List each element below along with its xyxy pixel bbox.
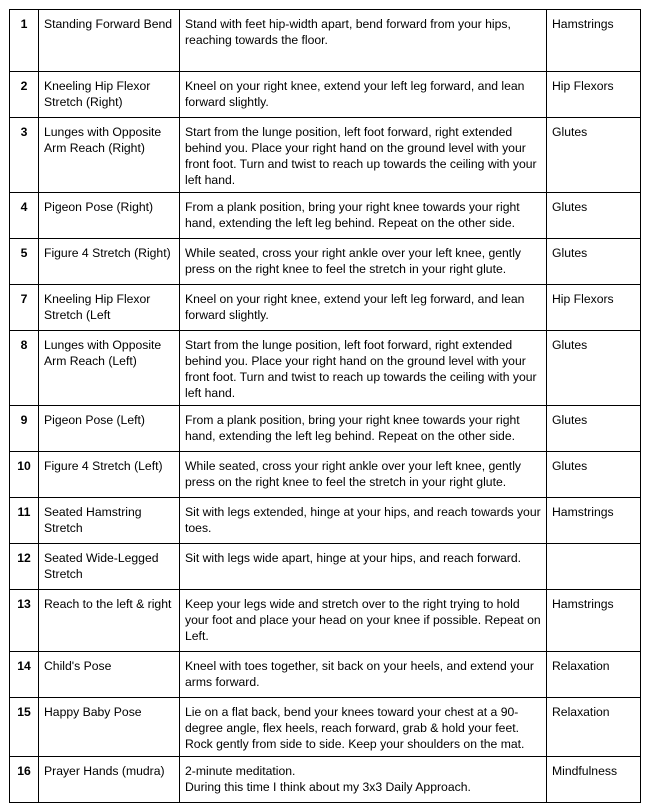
description-line: 2-minute meditation. bbox=[185, 764, 296, 778]
exercise-name-cell: Prayer Hands (mudra) bbox=[39, 757, 180, 803]
table-row bbox=[10, 285, 641, 331]
row-number-cell: 9 bbox=[10, 406, 39, 452]
description-cell bbox=[180, 239, 547, 285]
target-area-cell: Mindfulness bbox=[547, 757, 641, 803]
description-cell bbox=[180, 285, 547, 331]
exercise-name-cell: Standing Forward Bend bbox=[39, 10, 180, 72]
description-line: Stand with feet hip-width apart, bend forward from your hips, reaching towards the floor. bbox=[185, 17, 511, 47]
description-cell bbox=[180, 10, 547, 72]
table-row bbox=[10, 406, 641, 452]
description-cell bbox=[180, 406, 547, 452]
description-line: Lie on a flat back, bend your knees toward your chest at a 90-degree angle, flex heels, reach forward, grab & hold your feet. Rock gently from side to side. Keep your shoulders on the mat. bbox=[185, 705, 525, 751]
table-row bbox=[10, 544, 641, 590]
exercise-name-cell: Seated Wide-Legged Stretch bbox=[39, 544, 180, 590]
target-area-cell: Glutes bbox=[547, 406, 641, 452]
exercise-name-cell: Seated Hamstring Stretch bbox=[39, 498, 180, 544]
row-number-cell: 13 bbox=[10, 590, 39, 652]
description-cell bbox=[180, 498, 547, 544]
table-row bbox=[10, 239, 641, 285]
target-area-cell: Hip Flexors bbox=[547, 285, 641, 331]
description-line: From a plank position, bring your right knee towards your right hand, extending the left leg behind. Repeat on the other side. bbox=[185, 413, 520, 443]
table-row bbox=[10, 118, 641, 193]
exercise-name-cell: Figure 4 Stretch (Right) bbox=[39, 239, 180, 285]
row-number-cell: 1 bbox=[10, 10, 39, 72]
table-row bbox=[10, 452, 641, 498]
exercise-name-cell: Reach to the left & right bbox=[39, 590, 180, 652]
target-area-cell: Glutes bbox=[547, 452, 641, 498]
row-number-cell: 7 bbox=[10, 285, 39, 331]
description-line: Kneel on your right knee, extend your left leg forward, and lean forward slightly. bbox=[185, 292, 525, 322]
description-line: Start from the lunge position, left foot forward, right extended behind you. Place your right hand on the ground level with your front foot. Turn and twist to reach up towards the ceiling with your left hand. bbox=[185, 338, 537, 400]
target-area-cell bbox=[547, 544, 641, 590]
description-cell bbox=[180, 193, 547, 239]
stretch-routine-table bbox=[9, 9, 641, 803]
description-line: Kneel on your right knee, extend your left leg forward, and lean forward slightly. bbox=[185, 79, 525, 109]
description-line: While seated, cross your right ankle over your left knee, gently press on the right knee to feel the stretch in your right glute. bbox=[185, 459, 521, 489]
exercise-name-cell: Figure 4 Stretch (Left) bbox=[39, 452, 180, 498]
table-body bbox=[10, 10, 641, 803]
target-area-cell: Hamstrings bbox=[547, 590, 641, 652]
table-row bbox=[10, 757, 641, 803]
target-area-cell: Hamstrings bbox=[547, 498, 641, 544]
row-number-cell: 5 bbox=[10, 239, 39, 285]
description-cell bbox=[180, 72, 547, 118]
description-cell bbox=[180, 331, 547, 406]
row-number-cell: 2 bbox=[10, 72, 39, 118]
description-cell bbox=[180, 698, 547, 757]
description-line: Start from the lunge position, left foot forward, right extended behind you. Place your right hand on the ground level with your front foot. Turn and twist to reach up towards the ceiling with your left hand. bbox=[185, 125, 537, 187]
target-area-cell: Glutes bbox=[547, 118, 641, 193]
target-area-cell: Glutes bbox=[547, 239, 641, 285]
table-row bbox=[10, 331, 641, 406]
exercise-name-cell: Happy Baby Pose bbox=[39, 698, 180, 757]
target-area-cell: Glutes bbox=[547, 331, 641, 406]
table-row bbox=[10, 652, 641, 698]
row-number-cell: 16 bbox=[10, 757, 39, 803]
target-area-cell: Hip Flexors bbox=[547, 72, 641, 118]
description-cell bbox=[180, 652, 547, 698]
description-line: Sit with legs wide apart, hinge at your hips, and reach forward. bbox=[185, 551, 522, 565]
row-number-cell: 15 bbox=[10, 698, 39, 757]
row-number-cell: 3 bbox=[10, 118, 39, 193]
target-area-cell: Relaxation bbox=[547, 698, 641, 757]
exercise-name-cell: Pigeon Pose (Left) bbox=[39, 406, 180, 452]
description-line: Kneel with toes together, sit back on your heels, and extend your arms forward. bbox=[185, 659, 534, 689]
row-number-cell: 11 bbox=[10, 498, 39, 544]
exercise-name-cell: Lunges with Opposite Arm Reach (Right) bbox=[39, 118, 180, 193]
description-line: Keep your legs wide and stretch over to the right trying to hold your foot and place your head on your knee if possible. Repeat on Left. bbox=[185, 597, 541, 643]
row-number-cell: 8 bbox=[10, 331, 39, 406]
table-row bbox=[10, 698, 641, 757]
table-row bbox=[10, 10, 641, 72]
description-line: During this time I think about my 3x3 Daily Approach. bbox=[185, 780, 471, 794]
table-row bbox=[10, 498, 641, 544]
exercise-name-cell: Lunges with Opposite Arm Reach (Left) bbox=[39, 331, 180, 406]
target-area-cell: Hamstrings bbox=[547, 10, 641, 72]
row-number-cell: 12 bbox=[10, 544, 39, 590]
description-cell bbox=[180, 590, 547, 652]
exercise-name-cell: Kneeling Hip Flexor Stretch (Left bbox=[39, 285, 180, 331]
row-number-cell: 4 bbox=[10, 193, 39, 239]
description-line: While seated, cross your right ankle over your left knee, gently press on the right knee to feel the stretch in your right glute. bbox=[185, 246, 521, 276]
exercise-name-cell: Child's Pose bbox=[39, 652, 180, 698]
description-cell bbox=[180, 452, 547, 498]
table-row bbox=[10, 193, 641, 239]
description-line: From a plank position, bring your right knee towards your right hand, extending the left leg behind. Repeat on the other side. bbox=[185, 200, 520, 230]
description-line: Sit with legs extended, hinge at your hips, and reach towards your toes. bbox=[185, 505, 541, 535]
row-number-cell: 10 bbox=[10, 452, 39, 498]
table-row bbox=[10, 72, 641, 118]
exercise-name-cell: Pigeon Pose (Right) bbox=[39, 193, 180, 239]
description-cell bbox=[180, 757, 547, 803]
target-area-cell: Glutes bbox=[547, 193, 641, 239]
row-number-cell: 14 bbox=[10, 652, 39, 698]
description-cell bbox=[180, 118, 547, 193]
exercise-name-cell: Kneeling Hip Flexor Stretch (Right) bbox=[39, 72, 180, 118]
description-cell bbox=[180, 544, 547, 590]
target-area-cell: Relaxation bbox=[547, 652, 641, 698]
table-row bbox=[10, 590, 641, 652]
